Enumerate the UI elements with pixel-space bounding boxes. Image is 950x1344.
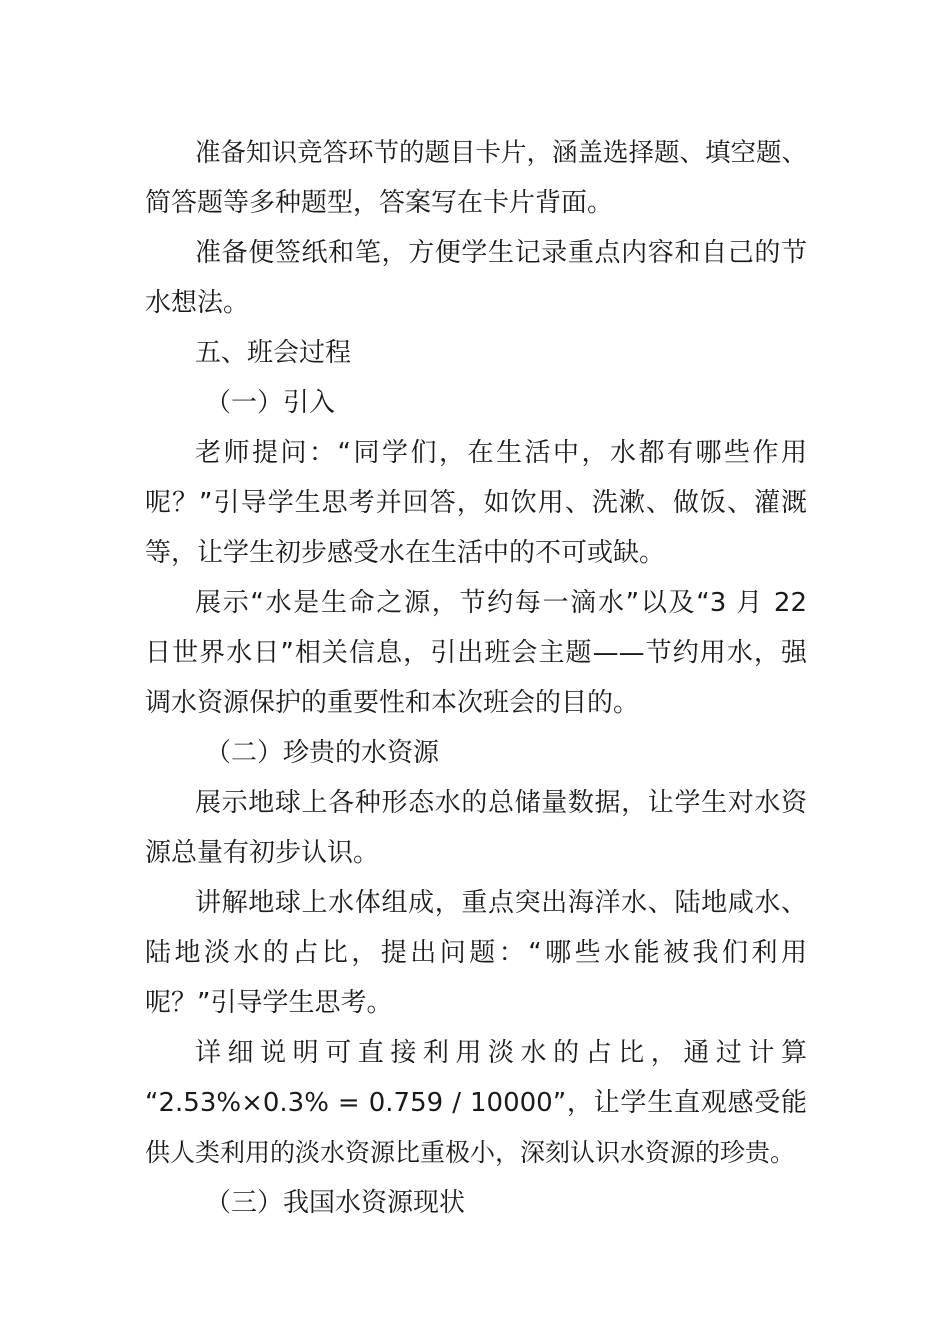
paragraph-line: 等，让学生初步感受水在生活中的不可或缺。 bbox=[145, 538, 666, 568]
paragraph-line: 讲解地球上水体组成，重点突出海洋水、陆地咸水、 bbox=[195, 888, 807, 918]
paragraph-line: 供人类利用的淡水资源比重极小，深刻认识水资源的珍贵。 bbox=[145, 1138, 796, 1167]
paragraph-line: 源总量有初步认识。 bbox=[145, 838, 380, 868]
paragraph-line: 准备知识竞答环节的题目卡片，涵盖选择题、填空题、 bbox=[195, 138, 807, 168]
paragraph-line: 准备便签纸和笔，方便学生记录重点内容和自己的节 bbox=[195, 238, 807, 268]
paragraph-line: 水想法。 bbox=[145, 288, 250, 318]
paragraph-line: 调水资源保护的重要性和本次班会的目的。 bbox=[145, 688, 640, 718]
paragraph-line: 老师提问：“同学们，在生活中，水都有哪些作用 bbox=[195, 438, 807, 468]
section-heading: 五、班会过程 bbox=[195, 338, 352, 368]
paragraph-line: 日世界水日”相关信息，引出班会主题——节约用水，强 bbox=[145, 638, 807, 668]
subsection-heading: （一）引入 bbox=[205, 388, 336, 418]
paragraph-line: 详细说明可直接利用淡水的占比，通过计算 bbox=[195, 1038, 807, 1068]
subsection-heading: （二）珍贵的水资源 bbox=[205, 738, 440, 768]
paragraph-line: 呢？”引导学生思考。 bbox=[145, 988, 393, 1018]
paragraph-line: 简答题等多种题型，答案写在卡片背面。 bbox=[145, 188, 614, 218]
paragraph-line: 呢？”引导学生思考并回答，如饮用、洗漱、做饭、灌溉 bbox=[145, 488, 807, 518]
subsection-heading: （三）我国水资源现状 bbox=[205, 1188, 466, 1218]
paragraph-line: “2.53%×0.3% = 0.759 / 10000”，让学生直观感受能 bbox=[145, 1088, 807, 1118]
paragraph-line: 陆地淡水的占比，提出问题：“哪些水能被我们利用 bbox=[145, 938, 807, 968]
paragraph-line: 展示“水是生命之源，节约每一滴水”以及“3 月 22 bbox=[195, 588, 807, 618]
paragraph-line: 展示地球上各种形态水的总储量数据，让学生对水资 bbox=[195, 788, 807, 818]
